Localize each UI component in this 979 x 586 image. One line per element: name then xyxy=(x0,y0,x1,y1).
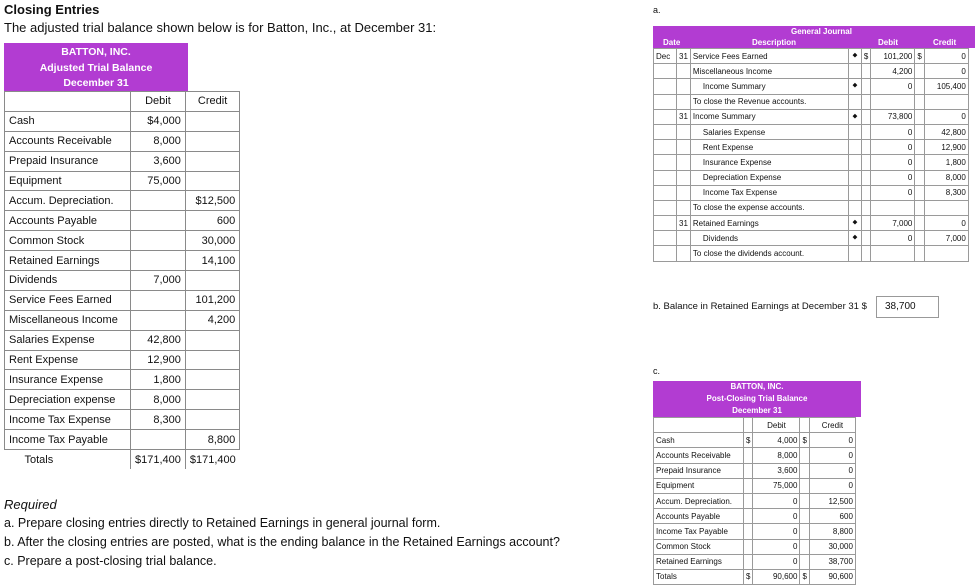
pc-date: December 31 xyxy=(732,406,782,415)
journal-row xyxy=(654,216,969,231)
pc-credit-header: Credit xyxy=(809,418,855,433)
tb-account: Income Tax Expense xyxy=(5,410,131,430)
pc-debit-header: Debit xyxy=(753,418,800,433)
journal-note-row xyxy=(654,246,969,261)
tb-credit xyxy=(185,111,239,131)
part-b-text: b. Balance in Retained Earnings at December 31 xyxy=(653,301,859,312)
journal-credit[interactable]: 1,800 xyxy=(924,155,968,170)
pc-row xyxy=(654,524,856,539)
tb-credit xyxy=(185,410,239,430)
col-description: Description xyxy=(752,38,797,47)
journal-account[interactable]: Income Summary xyxy=(690,79,848,94)
journal-credit-currency xyxy=(915,246,924,261)
journal-note-row xyxy=(654,200,969,215)
journal-debit-currency xyxy=(861,109,870,124)
tb-debit-header: Debit xyxy=(131,92,186,112)
tb-row xyxy=(5,310,240,330)
pc-account: Common Stock xyxy=(654,539,744,554)
journal-day xyxy=(677,94,691,109)
journal-credit-currency xyxy=(915,79,924,94)
tb-account: Common Stock xyxy=(5,231,131,251)
journal-row xyxy=(654,231,969,246)
dropdown-arrow-icon[interactable] xyxy=(848,246,861,261)
journal-day xyxy=(677,155,691,170)
tb-account: Dividends xyxy=(5,271,131,291)
journal-credit[interactable]: 0 xyxy=(924,216,968,231)
pc-row xyxy=(654,433,856,448)
tb-row xyxy=(5,231,240,251)
journal-header xyxy=(653,26,975,48)
journal-row xyxy=(654,64,969,79)
part-b-currency: $ xyxy=(861,301,867,312)
pc-debit[interactable]: 0 xyxy=(753,509,800,524)
pc-credit[interactable]: 12,500 xyxy=(809,493,855,508)
tb-debit: $4,000 xyxy=(131,111,186,131)
journal-note-row xyxy=(654,94,969,109)
tb-credit: 600 xyxy=(185,211,239,231)
dropdown-arrow-icon[interactable] xyxy=(848,140,861,155)
pc-debit[interactable]: 0 xyxy=(753,554,800,569)
journal-account[interactable]: To close the dividends account. xyxy=(690,246,848,261)
tb-account: Accounts Payable xyxy=(5,211,131,231)
tb-credit-header: Credit xyxy=(185,92,239,112)
journal-debit[interactable]: 4,200 xyxy=(871,64,915,79)
intro-text: The adjusted trial balance shown below is for Batton, Inc., at December 31: xyxy=(4,20,437,35)
pc-row xyxy=(654,509,856,524)
required-c: c. Prepare a post-closing trial balance. xyxy=(4,554,217,568)
tb-row xyxy=(5,251,240,271)
pc-credit-currency xyxy=(800,478,809,493)
pc-credit-currency: $ xyxy=(800,433,809,448)
pc-debit[interactable]: 0 xyxy=(753,493,800,508)
col-debit: Debit xyxy=(878,38,898,47)
tb-account: Accum. Depreciation. xyxy=(5,191,131,211)
tb-row xyxy=(5,131,240,151)
journal-account[interactable]: Income Tax Expense xyxy=(690,185,848,200)
tb-account: Insurance Expense xyxy=(5,370,131,390)
journal-credit-currency xyxy=(915,170,924,185)
tb-credit: 30,000 xyxy=(185,231,239,251)
dropdown-arrow-icon[interactable]: ⬥ xyxy=(848,231,861,246)
tb-account: Service Fees Earned xyxy=(5,290,131,310)
pc-credit[interactable]: 0 xyxy=(809,478,855,493)
journal-credit[interactable] xyxy=(924,94,968,109)
tb-row xyxy=(5,390,240,410)
adjusted-trial-balance-table xyxy=(4,91,240,469)
pc-credit[interactable]: 0 xyxy=(809,463,855,478)
tb-debit: 12,900 xyxy=(131,350,186,370)
tb-debit xyxy=(131,290,186,310)
dropdown-arrow-icon[interactable] xyxy=(848,94,861,109)
part-c-label: c. xyxy=(653,366,661,376)
pc-credit-currency xyxy=(800,554,809,569)
journal-account[interactable]: To close the Revenue accounts. xyxy=(690,94,848,109)
journal-credit[interactable] xyxy=(924,246,968,261)
tb-credit xyxy=(185,271,239,291)
dropdown-arrow-icon[interactable] xyxy=(848,200,861,215)
pc-credit[interactable]: 0 xyxy=(809,433,855,448)
tb-totals-credit: $171,400 xyxy=(185,450,239,470)
pc-debit-currency xyxy=(744,509,753,524)
journal-month xyxy=(654,79,677,94)
journal-credit[interactable]: 105,400 xyxy=(924,79,968,94)
journal-credit[interactable] xyxy=(924,200,968,215)
journal-debit-currency xyxy=(861,216,870,231)
tb-account: Rent Expense xyxy=(5,350,131,370)
dropdown-arrow-icon[interactable] xyxy=(848,155,861,170)
tb-debit: 8,300 xyxy=(131,410,186,430)
journal-credit-currency xyxy=(915,231,924,246)
journal-account[interactable]: Service Fees Earned xyxy=(690,49,848,64)
pc-debit-currency: $ xyxy=(744,433,753,448)
required-heading: Required xyxy=(4,497,57,512)
journal-credit[interactable]: 0 xyxy=(924,109,968,124)
journal-debit-currency xyxy=(861,94,870,109)
tb-row xyxy=(5,111,240,131)
journal-account[interactable]: Dividends xyxy=(690,231,848,246)
journal-account[interactable]: Salaries Expense xyxy=(690,124,848,139)
pc-account: Retained Earnings xyxy=(654,554,744,569)
journal-debit-currency xyxy=(861,200,870,215)
pc-account: Accounts Payable xyxy=(654,509,744,524)
journal-debit-currency: $ xyxy=(861,49,870,64)
retained-earnings-input[interactable]: 38,700 xyxy=(876,296,939,318)
journal-month xyxy=(654,94,677,109)
pc-account: Accounts Receivable xyxy=(654,448,744,463)
post-closing-header xyxy=(653,381,861,417)
pc-name: Post-Closing Trial Balance xyxy=(706,394,808,403)
journal-credit[interactable]: 7,000 xyxy=(924,231,968,246)
tb-account: Equipment xyxy=(5,171,131,191)
journal-debit-currency xyxy=(861,170,870,185)
journal-month xyxy=(654,155,677,170)
tb-row xyxy=(5,370,240,390)
journal-debit[interactable]: 0 xyxy=(871,79,915,94)
pc-debit-currency: $ xyxy=(744,569,753,584)
pc-header-row xyxy=(654,418,856,433)
journal-day xyxy=(677,246,691,261)
tb-company: BATTON, INC. xyxy=(61,46,131,58)
journal-debit-currency xyxy=(861,231,870,246)
pc-debit[interactable]: 8,000 xyxy=(753,448,800,463)
journal-account[interactable]: Depreciation Expense xyxy=(690,170,848,185)
tb-row xyxy=(5,290,240,310)
journal-debit[interactable]: 73,800 xyxy=(871,109,915,124)
journal-debit[interactable]: 0 xyxy=(871,155,915,170)
journal-account[interactable]: Rent Expense xyxy=(690,140,848,155)
journal-month xyxy=(654,246,677,261)
journal-debit-currency xyxy=(861,185,870,200)
tb-debit: 8,000 xyxy=(131,131,186,151)
general-journal-table xyxy=(653,48,969,262)
page-title: Closing Entries xyxy=(4,2,100,17)
tb-credit: 101,200 xyxy=(185,290,239,310)
tb-debit xyxy=(131,191,186,211)
journal-day xyxy=(677,140,691,155)
part-a-label: a. xyxy=(653,5,661,15)
journal-debit-currency xyxy=(861,124,870,139)
journal-credit-currency xyxy=(915,94,924,109)
pc-row xyxy=(654,448,856,463)
journal-credit-currency xyxy=(915,155,924,170)
pc-account: Accum. Depreciation. xyxy=(654,493,744,508)
journal-credit[interactable]: 8,000 xyxy=(924,170,968,185)
pc-debit-currency xyxy=(744,478,753,493)
tb-row xyxy=(5,151,240,171)
journal-debit[interactable] xyxy=(871,246,915,261)
pc-debit-currency xyxy=(744,539,753,554)
tb-name: Adjusted Trial Balance xyxy=(39,61,153,74)
trial-balance-header xyxy=(4,43,188,91)
tb-account: Prepaid Insurance xyxy=(5,151,131,171)
journal-row xyxy=(654,140,969,155)
pc-debit-currency xyxy=(744,554,753,569)
journal-day xyxy=(677,79,691,94)
pc-company: BATTON, INC. xyxy=(730,382,784,391)
journal-debit-currency xyxy=(861,79,870,94)
dropdown-arrow-icon[interactable] xyxy=(848,170,861,185)
tb-date: December 31 xyxy=(63,77,129,89)
pc-credit[interactable]: 30,000 xyxy=(809,539,855,554)
journal-month xyxy=(654,109,677,124)
tb-row xyxy=(5,191,240,211)
tb-account: Cash xyxy=(5,111,131,131)
tb-credit xyxy=(185,370,239,390)
tb-debit: 8,000 xyxy=(131,390,186,410)
required-a: a. Prepare closing entries directly to Retained Earnings in general journal form. xyxy=(4,516,441,530)
tb-totals-label: Totals xyxy=(5,450,131,470)
tb-row xyxy=(5,271,240,291)
pc-debit[interactable]: 0 xyxy=(753,524,800,539)
pc-credit[interactable]: 8,800 xyxy=(809,524,855,539)
journal-debit[interactable] xyxy=(871,94,915,109)
pc-credit-currency xyxy=(800,539,809,554)
dropdown-arrow-icon[interactable]: ⬥ xyxy=(848,79,861,94)
journal-debit[interactable]: 101,200 xyxy=(871,49,915,64)
journal-account[interactable]: Retained Earnings xyxy=(690,216,848,231)
tb-credit xyxy=(185,390,239,410)
journal-credit[interactable]: 0 xyxy=(924,64,968,79)
journal-account[interactable]: Income Summary xyxy=(690,109,848,124)
journal-month xyxy=(654,216,677,231)
pc-debit[interactable]: 90,600 xyxy=(753,569,800,584)
pc-credit[interactable]: 600 xyxy=(809,509,855,524)
tb-account-header xyxy=(5,92,131,112)
journal-month: Dec xyxy=(654,49,677,64)
journal-row xyxy=(654,155,969,170)
journal-row xyxy=(654,49,969,64)
pc-debit[interactable]: 0 xyxy=(753,539,800,554)
tb-debit: 3,600 xyxy=(131,151,186,171)
pc-credit-currency xyxy=(800,509,809,524)
journal-day xyxy=(677,170,691,185)
journal-credit-currency: $ xyxy=(915,49,924,64)
tb-totals-row xyxy=(5,450,240,470)
pc-row xyxy=(654,478,856,493)
tb-debit: 7,000 xyxy=(131,271,186,291)
journal-credit-currency xyxy=(915,109,924,124)
tb-totals-debit: $171,400 xyxy=(131,450,186,470)
pc-row xyxy=(654,493,856,508)
pc-credit-currency xyxy=(800,493,809,508)
pc-row xyxy=(654,463,856,478)
tb-header-row xyxy=(5,92,240,112)
col-credit: Credit xyxy=(933,38,957,47)
journal-credit-currency xyxy=(915,140,924,155)
journal-day xyxy=(677,124,691,139)
tb-account: Salaries Expense xyxy=(5,330,131,350)
journal-credit-currency xyxy=(915,200,924,215)
dropdown-arrow-icon[interactable] xyxy=(848,64,861,79)
tb-debit: 42,800 xyxy=(131,330,186,350)
journal-day: 31 xyxy=(677,109,691,124)
journal-debit[interactable]: 0 xyxy=(871,140,915,155)
required-b: b. After the closing entries are posted, what is the ending balance in the Retained Earnings account? xyxy=(4,535,560,549)
journal-month xyxy=(654,231,677,246)
journal-row xyxy=(654,170,969,185)
tb-credit xyxy=(185,151,239,171)
tb-credit xyxy=(185,330,239,350)
pc-row xyxy=(654,554,856,569)
pc-debit[interactable]: 75,000 xyxy=(753,478,800,493)
journal-month xyxy=(654,64,677,79)
journal-day xyxy=(677,64,691,79)
pc-credit-currency: $ xyxy=(800,569,809,584)
journal-month xyxy=(654,124,677,139)
tb-debit: 1,800 xyxy=(131,370,186,390)
pc-account: Cash xyxy=(654,433,744,448)
pc-account: Prepaid Insurance xyxy=(654,463,744,478)
tb-debit xyxy=(131,231,186,251)
journal-month xyxy=(654,185,677,200)
journal-credit-currency xyxy=(915,64,924,79)
tb-credit: 4,200 xyxy=(185,310,239,330)
journal-row xyxy=(654,79,969,94)
tb-debit xyxy=(131,251,186,271)
tb-row xyxy=(5,410,240,430)
journal-debit-currency xyxy=(861,140,870,155)
journal-debit-currency xyxy=(861,155,870,170)
tb-debit xyxy=(131,430,186,450)
journal-day: 31 xyxy=(677,216,691,231)
post-closing-table xyxy=(653,417,856,585)
tb-credit: 14,100 xyxy=(185,251,239,271)
journal-debit[interactable]: 0 xyxy=(871,124,915,139)
pc-debit-currency xyxy=(744,463,753,478)
journal-credit-currency xyxy=(915,124,924,139)
tb-credit xyxy=(185,131,239,151)
journal-row xyxy=(654,109,969,124)
journal-day: 31 xyxy=(677,49,691,64)
journal-month xyxy=(654,170,677,185)
dropdown-arrow-icon[interactable]: ⬥ xyxy=(848,109,861,124)
dropdown-arrow-icon[interactable] xyxy=(848,124,861,139)
journal-debit-currency xyxy=(861,64,870,79)
tb-debit xyxy=(131,211,186,231)
pc-row xyxy=(654,539,856,554)
dropdown-arrow-icon[interactable]: ⬥ xyxy=(848,216,861,231)
journal-day xyxy=(677,200,691,215)
journal-debit[interactable]: 0 xyxy=(871,231,915,246)
journal-debit[interactable]: 7,000 xyxy=(871,216,915,231)
journal-debit-currency xyxy=(861,246,870,261)
journal-account[interactable]: Insurance Expense xyxy=(690,155,848,170)
journal-day xyxy=(677,231,691,246)
journal-row xyxy=(654,185,969,200)
pc-credit-currency xyxy=(800,463,809,478)
tb-credit: 8,800 xyxy=(185,430,239,450)
journal-title: General Journal xyxy=(791,27,852,36)
pc-debit-currency xyxy=(744,493,753,508)
journal-row xyxy=(654,124,969,139)
tb-row xyxy=(5,211,240,231)
tb-row xyxy=(5,350,240,370)
journal-credit-currency xyxy=(915,185,924,200)
pc-credit-currency xyxy=(800,524,809,539)
journal-month xyxy=(654,140,677,155)
col-date: Date xyxy=(663,38,681,47)
tb-credit xyxy=(185,171,239,191)
tb-credit xyxy=(185,350,239,370)
pc-debit[interactable]: 3,600 xyxy=(753,463,800,478)
tb-row xyxy=(5,430,240,450)
journal-credit[interactable]: 0 xyxy=(924,49,968,64)
pc-credit-currency xyxy=(800,448,809,463)
journal-debit[interactable]: 0 xyxy=(871,185,915,200)
tb-account: Depreciation expense xyxy=(5,390,131,410)
tb-credit: $12,500 xyxy=(185,191,239,211)
dropdown-arrow-icon[interactable]: ⬥ xyxy=(848,49,861,64)
dropdown-arrow-icon[interactable] xyxy=(848,185,861,200)
pc-account: Income Tax Payable xyxy=(654,524,744,539)
pc-debit-currency xyxy=(744,448,753,463)
tb-account: Accounts Receivable xyxy=(5,131,131,151)
journal-credit[interactable]: 8,300 xyxy=(924,185,968,200)
tb-account: Retained Earnings xyxy=(5,251,131,271)
pc-debit[interactable]: 4,000 xyxy=(753,433,800,448)
tb-account: Miscellaneous Income xyxy=(5,310,131,330)
journal-credit[interactable]: 42,800 xyxy=(924,124,968,139)
journal-credit[interactable]: 12,900 xyxy=(924,140,968,155)
journal-account[interactable]: To close the expense accounts. xyxy=(690,200,848,215)
tb-debit xyxy=(131,310,186,330)
pc-credit[interactable]: 0 xyxy=(809,448,855,463)
tb-account: Income Tax Payable xyxy=(5,430,131,450)
pc-credit[interactable]: 90,600 xyxy=(809,569,855,584)
journal-debit[interactable]: 0 xyxy=(871,170,915,185)
journal-credit-currency xyxy=(915,216,924,231)
journal-account[interactable]: Miscellaneous Income xyxy=(690,64,848,79)
journal-day xyxy=(677,185,691,200)
tb-row xyxy=(5,171,240,191)
journal-month xyxy=(654,200,677,215)
journal-debit[interactable] xyxy=(871,200,915,215)
part-b-label xyxy=(653,301,867,312)
pc-account: Totals xyxy=(654,569,744,584)
pc-row xyxy=(654,569,856,584)
tb-row xyxy=(5,330,240,350)
pc-account: Equipment xyxy=(654,478,744,493)
tb-debit: 75,000 xyxy=(131,171,186,191)
pc-credit[interactable]: 38,700 xyxy=(809,554,855,569)
pc-debit-currency xyxy=(744,524,753,539)
